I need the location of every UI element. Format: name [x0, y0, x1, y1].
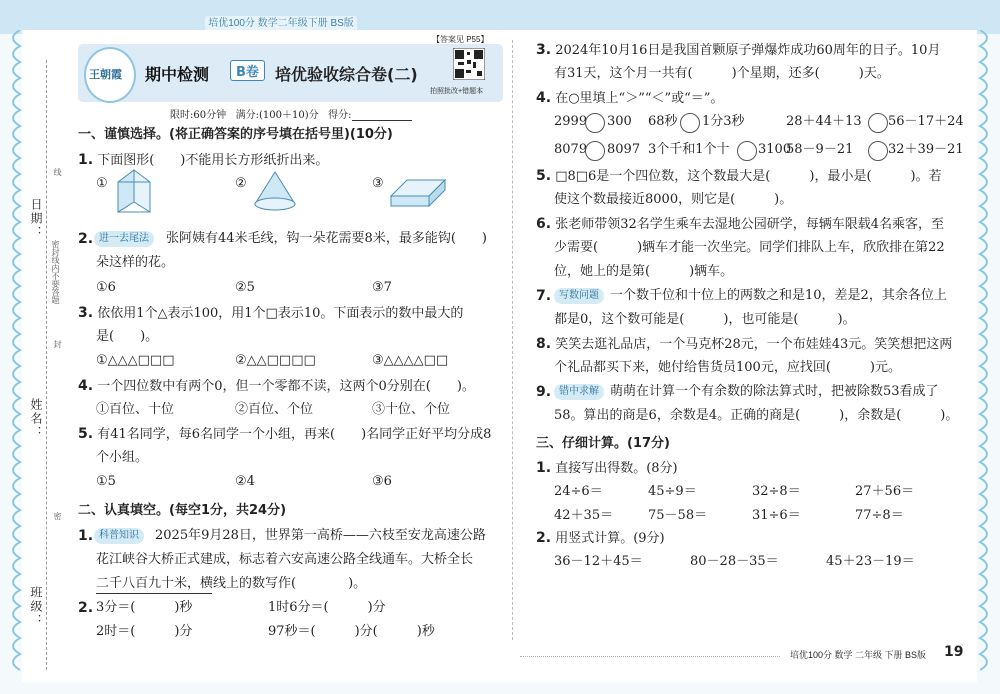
s2-q4 — [536, 90, 723, 107]
s1-q5-opt1[interactable]: ①5 — [96, 474, 116, 489]
binding-gutter — [24, 40, 76, 680]
right-wave-border — [976, 30, 998, 680]
qr-caption: 拍照批改+错题本 — [430, 88, 484, 95]
s1-q5-text2: 个小组。 — [96, 450, 149, 465]
s1-q4 — [78, 378, 475, 395]
s2-q1-underline — [96, 593, 212, 594]
cmp-1-left: 2999 — [554, 114, 588, 129]
compare-circle[interactable] — [585, 141, 605, 161]
calc-item[interactable]: 77÷8＝ — [855, 508, 904, 523]
s2-q8-num: 8. — [536, 336, 552, 352]
s2-q5-text2: 使这个数最接近8000，则它是( )。 — [554, 192, 793, 207]
s2-q3-text1: 2024年10月16日是我国首颗原子弹爆炸成功60周年的日子。10月 — [555, 43, 941, 58]
s1-q5-num: 5. — [78, 426, 94, 442]
s1-q1 — [78, 152, 328, 169]
calc-item[interactable]: 27＋56＝ — [855, 484, 915, 499]
s2-q1-tag: 科普知识 — [94, 528, 144, 544]
cmp-4-left: 8079 — [554, 142, 588, 157]
full-score: 满分:(100＋10)分 — [235, 110, 319, 121]
s2-q7-num: 7. — [536, 288, 552, 304]
compare-circle[interactable] — [680, 113, 700, 133]
s1-q4-opt3[interactable]: ③十位、个位 — [372, 402, 451, 417]
s1-q2-text2: 朵这样的花。 — [96, 255, 175, 270]
s2-q5-text1: □8□6是一个四位数，这个数最大是( )，最小是( )。若 — [555, 169, 942, 184]
seal-mi-char: 密 — [53, 512, 62, 520]
calc-item[interactable]: 75－58＝ — [648, 508, 708, 523]
s2-q6-text2: 少需要( )辆车才能一次坐完。同学们排队上车，欣欣排在第22 — [554, 240, 945, 255]
s3-q1 — [536, 460, 678, 477]
vertical-calc-item[interactable]: 36－12＋45＝ — [554, 554, 643, 569]
s2-q9-text1: 萌萌在计算一个有余数的除法算式时，把被除数53看成了 — [610, 384, 939, 399]
s2-q2-a[interactable]: 3分＝( )秒 — [96, 600, 193, 615]
s2-q7-text1: 一个数千位和十位上的两数之和是10，差是2，其余各位上 — [610, 288, 947, 303]
s1-q2-num: 2. — [78, 231, 94, 247]
s3-q2 — [536, 530, 665, 547]
s1-q4-text: 一个四位数中有两个0，但一个零都不读，这两个0分别在( )。 — [97, 379, 475, 394]
s1-q1-text: 下面图形( )不能用长方形纸折出来。 — [97, 153, 329, 168]
column-divider — [512, 40, 513, 640]
s1-q3-num: 3. — [78, 305, 94, 321]
answer-reference: 【答案见 P55】 — [432, 35, 489, 44]
paper-title: 培优验收综合卷(二) — [275, 65, 418, 84]
s2-q1-text2: 花江峡谷大桥正式建成，标志着六安高速公路全线通车。大桥全长 — [96, 552, 474, 567]
s1-q5-opt2[interactable]: ②4 — [235, 474, 255, 489]
s2-q9-num: 9. — [536, 384, 552, 400]
name-label: 姓名： — [29, 398, 43, 440]
s2-q4-text: 在○里填上“＞”“＜”或“＝”。 — [555, 91, 724, 106]
section-3-title: 三、仔细计算。(17分) — [536, 436, 670, 451]
score-label: 得分: — [328, 110, 352, 121]
s1-q2-text1: 张阿姨有44米毛线，钩一朵花需要8米，最多能钩( ) — [166, 231, 487, 246]
s1-q3-opt3[interactable]: ③△△△△□□ — [372, 353, 449, 368]
s2-q2-d[interactable]: 97秒＝( )分( )秒 — [268, 624, 435, 639]
top-banner: 培优100分 数学二年级下册 BS版 — [205, 16, 357, 32]
s2-q3-num: 3. — [536, 42, 552, 58]
calc-item[interactable]: 24÷6＝ — [554, 484, 603, 499]
top-band — [0, 0, 1000, 34]
s2-q7-text2: 都是0，这个数可能是( )，也可能是( )。 — [554, 312, 856, 327]
s2-q5-num: 5. — [536, 168, 552, 184]
s2-q9-text2: 58。算出的商是6，余数是4。正确的商是( )，余数是( )。 — [554, 408, 959, 423]
section-1-title: 一、谨慎选择。(将正确答案的序号填在括号里)(10分) — [78, 127, 393, 142]
s3-q1-text: 直接写出得数。(8分) — [555, 461, 678, 476]
s2-q9 — [536, 384, 551, 401]
footer-text: 培优100分 数学 二年级 下册 BS版 — [790, 650, 927, 660]
seal-feng-char: 封 — [53, 340, 62, 348]
cmp-1-right: 300 — [607, 114, 632, 129]
s2-q7 — [536, 288, 551, 305]
compare-circle[interactable] — [868, 141, 888, 161]
vertical-calc-item[interactable]: 45＋23－19＝ — [826, 554, 915, 569]
s1-q3-opt1[interactable]: ①△△△□□□ — [96, 353, 175, 368]
compare-circle[interactable] — [737, 141, 757, 161]
s1-q2-opt3[interactable]: ③7 — [372, 280, 392, 295]
brand-logo — [84, 47, 136, 103]
time-limit: 限时:60分钟 — [170, 110, 227, 121]
seal-line — [46, 60, 47, 670]
cone-shape — [252, 170, 298, 214]
s1-q4-opt2[interactable]: ②百位、个位 — [235, 402, 314, 417]
class-label: 班级： — [29, 586, 43, 628]
s3-q2-num: 2. — [536, 530, 552, 546]
s2-q6 — [536, 216, 944, 233]
calc-item[interactable]: 31÷6＝ — [752, 508, 801, 523]
s1-q1-opt2[interactable]: ② — [235, 176, 247, 191]
s1-q4-opt1[interactable]: ①百位、十位 — [96, 402, 175, 417]
s2-q5 — [536, 168, 942, 185]
date-label: 日期： — [29, 198, 43, 240]
cmp-5-right: 3100 — [758, 142, 792, 157]
s1-q2-opt1[interactable]: ①6 — [96, 280, 116, 295]
s2-q3-text2: 有31天，这个月一共有( )个星期，还多( )天。 — [554, 66, 890, 81]
cmp-3-right: 56－17＋24 — [888, 114, 964, 129]
s2-q2-b[interactable]: 1时6分＝( )分 — [268, 600, 386, 615]
calc-item[interactable]: 45÷9＝ — [648, 484, 697, 499]
left-wave-border — [2, 30, 24, 680]
s2-q1-num: 1. — [78, 528, 94, 544]
cmp-3-left: 28＋44＋13 — [786, 114, 862, 129]
s3-q1-num: 1. — [536, 460, 552, 476]
s2-q1-text1: 2025年9月28日，世界第一高桥——六枝至安龙高速公路 — [155, 528, 486, 543]
cmp-5-left: 3个千和1个十 — [648, 142, 730, 157]
seal-line-char: 线 — [53, 168, 62, 176]
s2-q3 — [536, 42, 940, 59]
s2-q9-tag: 错中求解 — [554, 384, 604, 400]
s3-q2-text: 用竖式计算。(9分) — [555, 531, 665, 546]
s2-q6-text1: 张老师带领32名学生乘车去湿地公园研学，每辆车限载4名乘客，至 — [555, 217, 945, 232]
calc-item[interactable]: 42＋35＝ — [554, 508, 614, 523]
s1-q5-text1: 有41名同学，每6名同学一个小组，再来( )名同学正好平均分成8 — [97, 427, 492, 442]
s2-q6-num: 6. — [536, 216, 552, 232]
exam-meta — [170, 106, 412, 121]
s1-q4-num: 4. — [78, 378, 94, 394]
s1-q3-opt2[interactable]: ②△△□□□□ — [235, 353, 316, 368]
cmp-4-right: 8097 — [607, 142, 641, 157]
s2-q4-num: 4. — [536, 90, 552, 106]
cmp-2-left: 68秒 — [648, 114, 678, 129]
s2-q2-c[interactable]: 2时＝( )分 — [96, 624, 193, 639]
s2-q8-text2: 个礼品都买下来，她付给售货员100元，应找回( )元。 — [554, 360, 901, 375]
brand-logo-text: 王朝霞 — [89, 68, 122, 81]
triangular-prism-shape — [114, 168, 154, 214]
test-name: 期中检测 — [145, 65, 210, 84]
s1-q1-num: 1. — [78, 152, 94, 168]
footer-rule — [520, 656, 780, 657]
s1-q2-tag: 进一去尾法 — [94, 231, 154, 247]
s1-q5-opt3[interactable]: ③6 — [372, 474, 392, 489]
s2-q2 — [78, 600, 93, 617]
seal-hint: 密封线内不要答题 — [51, 240, 60, 304]
s1-q1-opt3[interactable]: ③ — [372, 176, 384, 191]
s2-q6-text3: 位，她上的是第( )辆车。 — [554, 264, 734, 279]
s2-q8-text1: 笑笑去逛礼品店，一个马克杯28元，一个布娃娃43元。笑笑想把这两 — [555, 337, 953, 352]
qr-code-icon[interactable] — [453, 48, 485, 80]
s2-q8 — [536, 336, 952, 353]
s2-q2-num: 2. — [78, 600, 94, 616]
compare-circle[interactable] — [585, 113, 605, 133]
s1-q5 — [78, 426, 491, 443]
score-blank[interactable] — [352, 120, 412, 121]
s2-q7-tag: 写数问题 — [554, 288, 604, 304]
cuboid-shape — [388, 176, 448, 210]
s1-q2 — [78, 231, 93, 248]
s1-q3-text1: 依依用1个△表示100，用1个□表示10。下面表示的数中最大的 — [97, 306, 464, 321]
s2-q1 — [78, 528, 93, 545]
cmp-6-right: 32＋39－21 — [888, 142, 964, 157]
compare-circle[interactable] — [868, 113, 888, 133]
paper-badge: B卷 — [230, 60, 265, 81]
cmp-6-left: 58－9－21 — [786, 142, 854, 157]
cmp-2-right: 1分3秒 — [702, 114, 745, 129]
calc-item[interactable]: 32÷8＝ — [752, 484, 801, 499]
page-number: 19 — [944, 644, 964, 660]
section-2-title: 二、认真填空。(每空1分，共24分) — [78, 503, 287, 518]
s1-q1-opt1[interactable]: ① — [96, 176, 108, 191]
s1-q2-opt2[interactable]: ②5 — [235, 280, 255, 295]
s2-q1-text3: 二千八百九十米，横线上的数写作( )。 — [96, 576, 367, 591]
vertical-calc-item[interactable]: 80－28－35＝ — [690, 554, 779, 569]
s1-q3-text2: 是( )。 — [96, 329, 159, 344]
s1-q3 — [78, 305, 463, 322]
